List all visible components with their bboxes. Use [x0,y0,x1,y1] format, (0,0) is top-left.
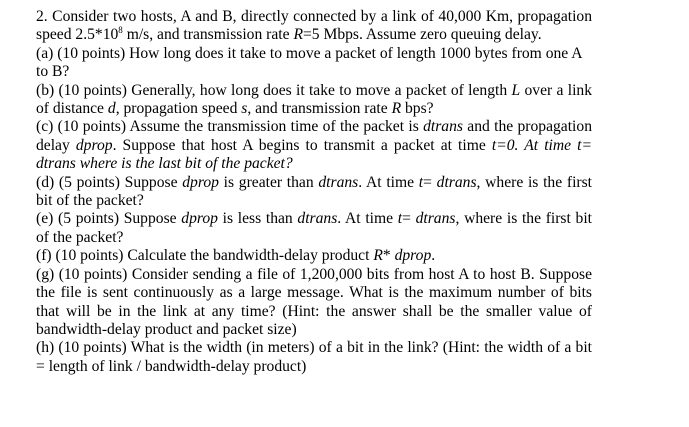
exponent: 8 [118,25,123,36]
stem-text: 2. Consider two hosts, A and B, directly connected by a link of 40,000 Km, propagation speed 2.5*10 [36,8,592,44]
var-t0: t=0. [491,136,519,154]
stem-text-3: =5 Mbps. Assume zero queuing delay. [302,26,542,44]
part-f: (f) (10 points) Calculate the bandwidth-delay product R* dprop. [36,247,436,265]
part-e: (e) (5 points) Suppose dprop is less than dtrans. At time t= dtrans, where is the first bit of the packet? [36,210,592,246]
var-d: d [107,100,116,118]
part-h: (h) (10 points) What is the width (in meters) of a bit in the link? (Hint: the width of a bit = length of link / bandwidth-delay product) [36,339,592,375]
var-R: R [293,26,303,44]
question-document [36,8,592,376]
var-dprop: dprop [75,136,113,154]
var-L: L [511,81,521,99]
part-b: (b) (10 points) Generally, how long does it take to move a packet of length L over a link of distance d, propagation speed s, and transmission rate R bps? [36,81,592,118]
part-d: (d) (5 points) Suppose dprop is greater than dtrans. At time t= dtrans, where is the first bit of the packet? [36,173,592,210]
part-c: (c) (10 points) Assume the transmission time of the packet is dtrans and the propagation delay dprop. Suppose that host A begins to transmit a packet at time t=0. At time t= dtrans where is the last bit of the packet? [36,118,592,173]
var-s: s [241,100,248,118]
part-g: (g) (10 points) Consider sending a file of 1,200,000 bits from host A to host B. Suppose the file is sent continuously as a large message. What is the maximum number of bits that will be in the link at any time? (Hint: the answer shall be the smaller value of bandwidth-delay product and packet size) [36,265,592,338]
part-c-question: At time t= dtrans where is the last bit of the packet? [36,136,592,173]
question-stem [36,8,592,45]
var-dtrans: dtrans [423,118,463,136]
stem-text-2: m/s, and transmission rate [122,26,294,44]
var-R: R [391,100,402,118]
part-a: (a) (10 points) How long does it take to move a packet of length 1000 bytes from one A to B? [36,44,582,81]
